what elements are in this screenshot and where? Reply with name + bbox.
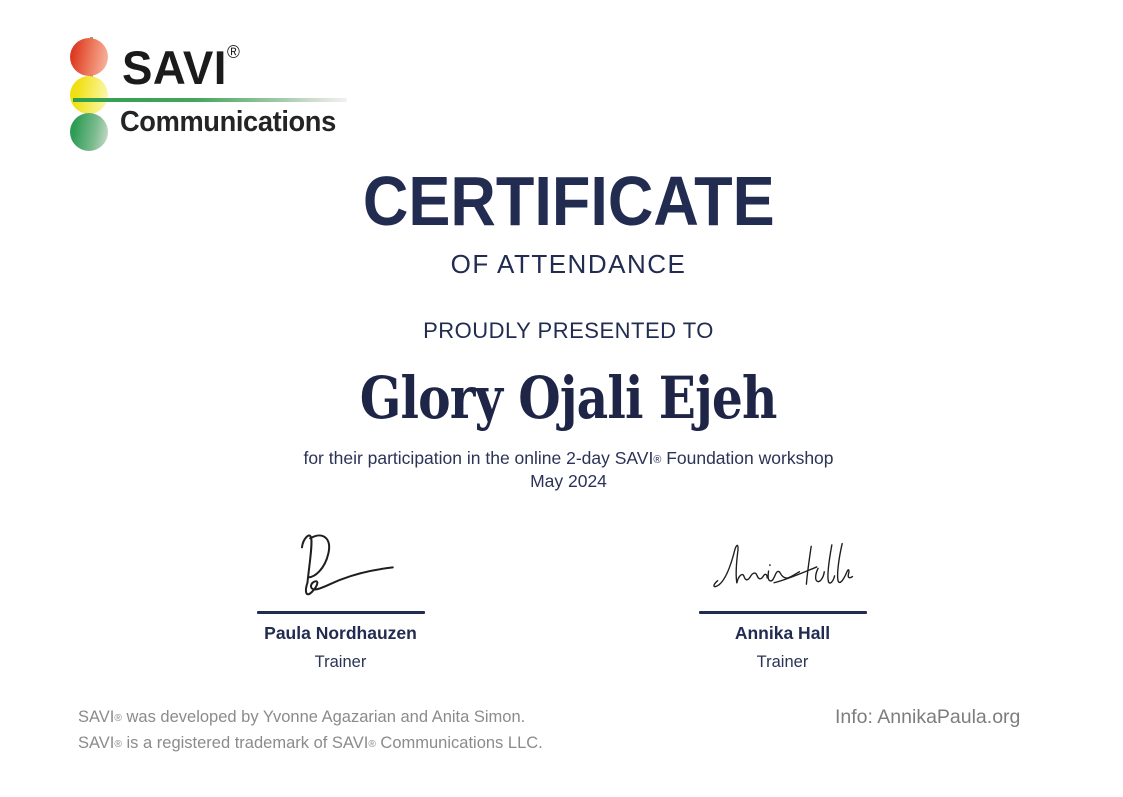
logo-dot-red: [70, 38, 108, 76]
certificate-subtitle: OF ATTENDANCE: [450, 249, 687, 279]
signature-line: [257, 611, 425, 614]
logo-dot-yellow: [70, 76, 108, 114]
savi-logo: [58, 36, 358, 154]
signature-block-paula: [181, 527, 501, 672]
signature-block-annika: [623, 527, 943, 672]
logo-brand-text: SAVI®: [122, 41, 240, 94]
logo-horizontal-line: [73, 98, 347, 102]
signature-paula-image: [282, 527, 400, 605]
logo-dot-green: [70, 113, 108, 151]
logo-subtitle: Communications: [120, 106, 336, 138]
signature-annika-image: [697, 538, 869, 600]
signer-role: Trainer: [756, 653, 809, 671]
signer-name: Annika Hall: [734, 623, 831, 643]
footer-credit-line-1: SAVI® was developed by Yvonne Agazarian and Anita Simon.: [78, 708, 526, 726]
logo-registered-mark: ®: [226, 42, 240, 62]
footer-info: Info: AnnikaPaula.org: [835, 706, 1021, 728]
signer-name: Paula Nordhauzen: [264, 623, 417, 643]
description-line-1: for their participation in the online 2-day SAVI® Foundation workshop: [303, 448, 834, 468]
signature-line: [699, 611, 867, 614]
description-line-2: May 2024: [530, 471, 607, 491]
footer-credits: [78, 705, 543, 757]
recipient-name: Glory Ojali Ejeh: [360, 364, 777, 432]
signer-role: Trainer: [314, 653, 367, 671]
signatures-row: [0, 527, 1123, 672]
footer-credit-line-2: SAVI® is a registered trademark of SAVI® Communications LLC.: [78, 734, 543, 752]
certificate-title: CERTIFICATE: [362, 162, 775, 240]
presented-to-label: PROUDLY PRESENTED TO: [423, 318, 714, 343]
